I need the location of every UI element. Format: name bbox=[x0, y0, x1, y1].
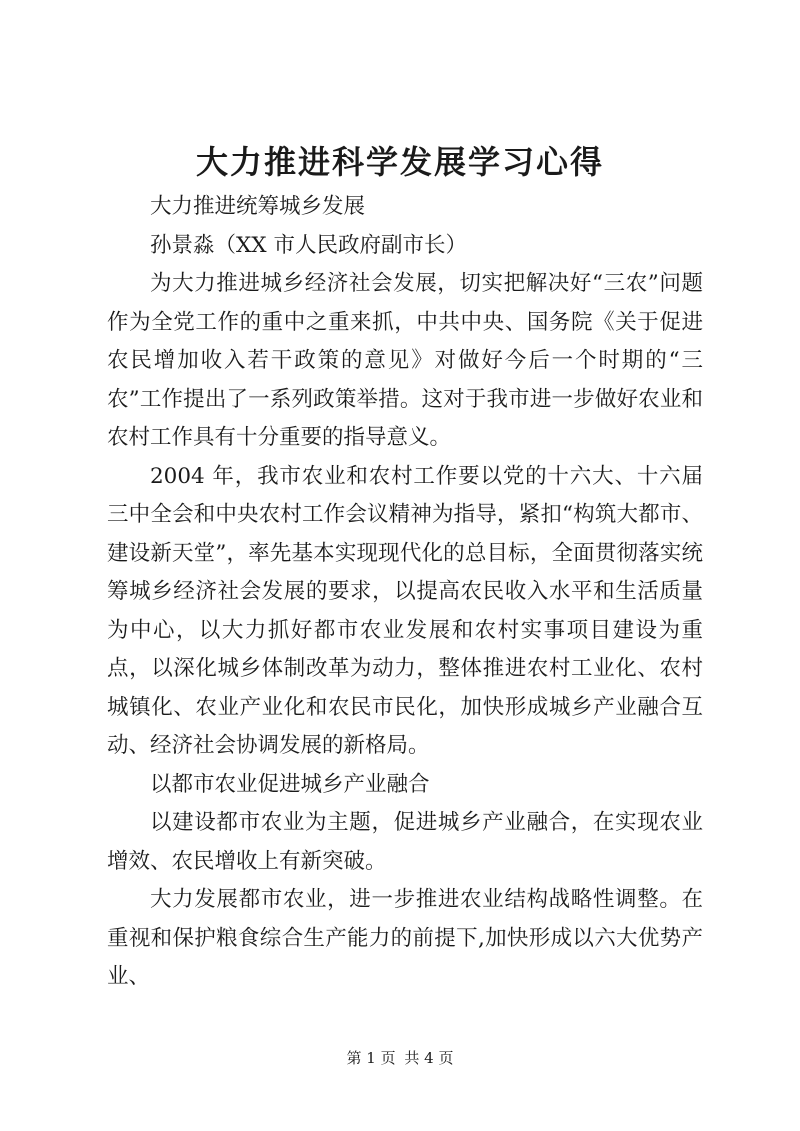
paragraph: 为大力推进城乡经济社会发展，切实把解决好“三农”问题作为全党工作的重中之重来抓，中共中央、国务院《关于促进农民增加收入若干政策的意见》对做好今后一个时期的“三农”工作提出了一系列政策举措。这对于我市进一步做好农业和农村工作具有十分重要的指导意义。 bbox=[107, 271, 703, 450]
page-number: 第 1 页 bbox=[346, 1049, 396, 1067]
paragraph: 大力发展都市农业，进一步推进农业结构战略性调整。在重视和保护粮食综合生产能力的前提下,加快形成以六大优势产业、 bbox=[107, 887, 703, 989]
document-title: 大力推进科学发展学习心得 bbox=[195, 143, 604, 181]
document-body bbox=[107, 188, 703, 997]
paragraph: 以建设都市农业为主题，促进城乡产业融合，在实现农业增效、农民增收上有新突破。 bbox=[107, 810, 703, 874]
paragraph-subtitle: 大力推进统筹城乡发展 bbox=[150, 194, 366, 219]
page-footer bbox=[0, 1048, 800, 1068]
paragraph: 2004 年，我市农业和农村工作要以党的十六大、十六届三中全会和中央农村工作会议精神为指导，紧扣“构筑大都市、建设新天堂”，率先基本实现现代化的总目标，全面贯彻落实统筹城乡经济社会发展的要求，以提高农民收入水平和生活质量为中心，以大力抓好都市农业发展和农村实事项目建设为重点，以深化城乡体制改革为动力，整体推进农村工业化、农村城镇化、农业产业化和农民市民化，加快形成城乡产业融合互动、经济社会协调发展的新格局。 bbox=[107, 463, 703, 758]
paragraph-section-heading: 以都市农业促进城乡产业融合 bbox=[150, 771, 430, 797]
page-total: 共 4 页 bbox=[404, 1049, 454, 1067]
paragraph-author: 孙景淼（XX 市人民政府副市长） bbox=[150, 232, 467, 258]
